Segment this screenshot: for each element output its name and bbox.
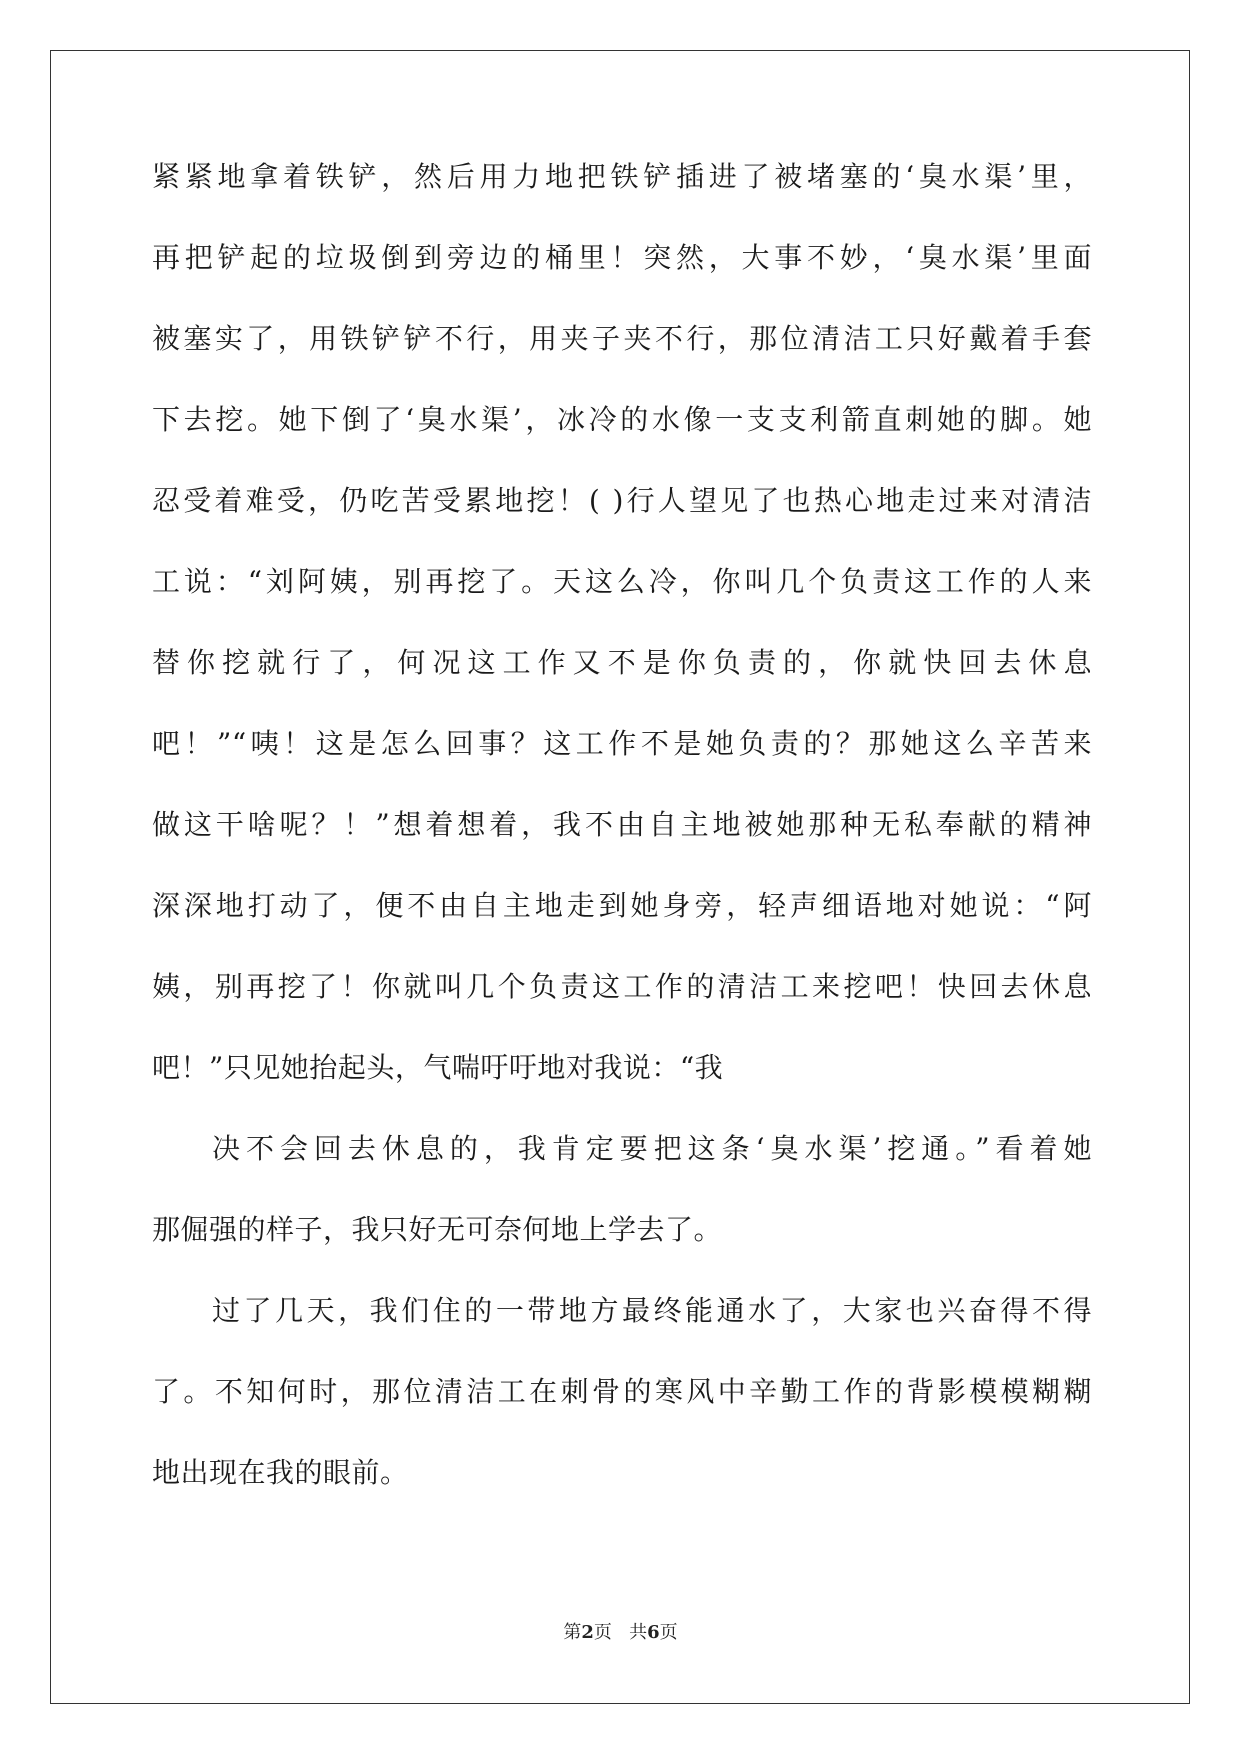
text-line: 过了几天，我们住的一带地方最终能通水了，大家也兴奋得不得 xyxy=(212,1294,1092,1327)
text-line: 下去挖。她下倒了‘臭水渠’，冰冷的水像一支支利箭直刺她的脚。她 xyxy=(152,403,1092,436)
text-line: 了。不知何时，那位清洁工在刺骨的寒风中辛勤工作的背影模模糊糊 xyxy=(152,1375,1092,1408)
text-line: 吧！”“咦！这是怎么回事？这工作不是她负责的？那她这么辛苦来 xyxy=(152,727,1092,760)
footer-suffix: 页 xyxy=(659,1622,678,1643)
text-line: 紧紧地拿着铁铲，然后用力地把铁铲插进了被堵塞的‘臭水渠’里， xyxy=(152,160,1092,193)
text-line: 姨，别再挖了！你就叫几个负责这工作的清洁工来挖吧！快回去休息 xyxy=(152,970,1092,1003)
footer-middle: 页 共 xyxy=(593,1622,648,1643)
text-line: 地出现在我的眼前。 xyxy=(152,1456,409,1489)
text-line: 工说：“刘阿姨，别再挖了。天这么冷，你叫几个负责这工作的人来 xyxy=(152,565,1092,598)
text-line: 忍受着难受，仍吃苦受累地挖！( )行人望见了也热心地走过来对清洁 xyxy=(152,484,1092,517)
body-text xyxy=(152,158,1092,1513)
paragraph-1 xyxy=(152,136,1092,1108)
current-page-number: 2 xyxy=(581,1622,594,1643)
text-line: 做这干啥呢？！”想着想着，我不由自主地被她那种无私奉献的精神 xyxy=(152,808,1092,841)
paragraph-3 xyxy=(152,1270,1092,1513)
text-line: 替你挖就行了，何况这工作又不是你负责的，你就快回去休息 xyxy=(152,646,1092,679)
text-line: 深深地打动了，便不由自主地走到她身旁，轻声细语地对她说：“阿 xyxy=(152,889,1092,922)
page-number-footer xyxy=(0,1618,1241,1644)
text-line: 那倔强的样子，我只好无可奈何地上学去了。 xyxy=(152,1213,723,1246)
text-line: 决不会回去休息的，我肯定要把这条‘臭水渠’挖通。”看着她 xyxy=(212,1132,1092,1165)
text-line: 再把铲起的垃圾倒到旁边的桶里！突然，大事不妙，‘臭水渠’里面 xyxy=(152,241,1092,274)
total-page-number: 6 xyxy=(647,1622,660,1643)
paragraph-2 xyxy=(152,1108,1092,1270)
text-line: 被塞实了，用铁铲铲不行，用夹子夹不行，那位清洁工只好戴着手套 xyxy=(152,322,1092,355)
footer-prefix: 第 xyxy=(563,1622,582,1643)
text-line: 吧！”只见她抬起头，气喘吁吁地对我说：“我 xyxy=(152,1051,724,1084)
